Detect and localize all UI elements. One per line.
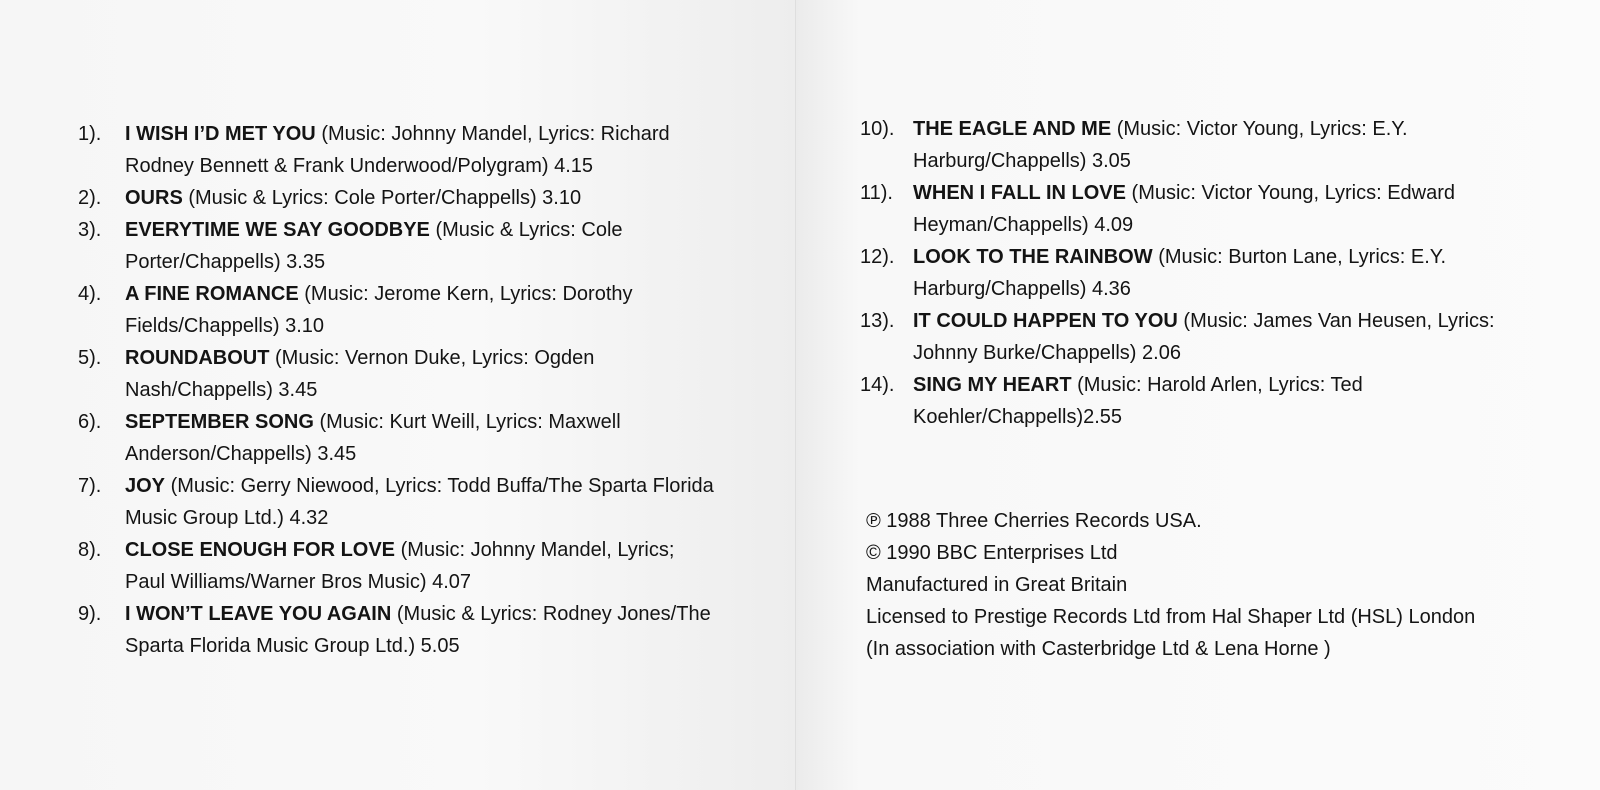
- track-number: 7).: [78, 475, 102, 497]
- tracklist-right: [860, 113, 1550, 433]
- track-details: (Music: Harold Arlen, Lyrics: Ted Koehler/Chappells)2.55: [913, 374, 1363, 428]
- track-title: EVERYTIME WE SAY GOODBYE: [125, 219, 430, 241]
- track-number: 12).: [860, 246, 895, 268]
- track-details: (Music: Kurt Weill, Lyrics: Maxwell Anderson/Chappells) 3.45: [125, 411, 621, 465]
- track-details: (Music: Jerome Kern, Lyrics: Dorothy Fields/Chappells) 3.10: [125, 283, 633, 337]
- track-item: [78, 470, 718, 534]
- track-item: [78, 598, 718, 662]
- track-item: [78, 214, 718, 278]
- track-title: SING MY HEART: [913, 374, 1072, 396]
- license-notice: Licensed to Prestige Records Ltd from Hal Shaper Ltd (HSL) London: [866, 606, 1476, 628]
- track-title: SEPTEMBER SONG: [125, 411, 314, 433]
- track-title: A FINE ROMANCE: [125, 283, 299, 305]
- copyright-notice: © 1990 BBC Enterprises Ltd: [866, 542, 1118, 564]
- track-number: 13).: [860, 310, 895, 332]
- track-title: OURS: [125, 187, 183, 209]
- track-item: [860, 177, 1550, 241]
- track-details: (Music: Vernon Duke, Lyrics: Ogden Nash/Chappells) 3.45: [125, 347, 595, 401]
- track-item: [78, 406, 718, 470]
- track-number: 1).: [78, 123, 102, 145]
- track-title: I WISH I’D MET YOU: [125, 123, 316, 145]
- track-item: [78, 342, 718, 406]
- track-number: 6).: [78, 411, 102, 433]
- track-title: LOOK TO THE RAINBOW: [913, 246, 1153, 268]
- track-item: [78, 182, 718, 214]
- track-number: 2).: [78, 187, 102, 209]
- track-title: I WON’T LEAVE YOU AGAIN: [125, 603, 392, 625]
- track-title: ROUNDABOUT: [125, 347, 270, 369]
- track-title: IT COULD HAPPEN TO YOU: [913, 310, 1178, 332]
- track-number: 8).: [78, 539, 102, 561]
- track-details: (Music: Johnny Mandel, Lyrics: Richard Rodney Bennett & Frank Underwood/Polygram) 4.15: [125, 123, 670, 177]
- track-details: (Music & Lyrics: Rodney Jones/The Sparta Florida Music Group Ltd.) 5.05: [125, 603, 711, 657]
- left-page: [0, 0, 796, 790]
- track-details: (Music: Johnny Mandel, Lyrics; Paul Williams/Warner Bros Music) 4.07: [125, 539, 675, 593]
- track-item: [78, 278, 718, 342]
- track-item: [860, 369, 1550, 433]
- credits-block: [866, 505, 1566, 665]
- track-details: (Music & Lyrics: Cole Porter/Chappells) 3.10: [188, 187, 582, 209]
- track-item: [860, 305, 1550, 369]
- track-number: 11).: [860, 182, 893, 204]
- track-item: [860, 241, 1550, 305]
- track-title: JOY: [125, 475, 166, 497]
- track-details: (Music: Victor Young, Lyrics: E.Y. Harburg/Chappells) 3.05: [913, 118, 1408, 172]
- track-title: CLOSE ENOUGH FOR LOVE: [125, 539, 396, 561]
- track-number: 3).: [78, 219, 102, 241]
- track-details: (Music: Victor Young, Lyrics: Edward Heyman/Chappells) 4.09: [913, 182, 1456, 236]
- track-title: WHEN I FALL IN LOVE: [913, 182, 1126, 204]
- track-number: 10).: [860, 118, 895, 140]
- tracklist-left: [78, 118, 718, 662]
- track-details: (Music: Gerry Niewood, Lyrics: Todd Buffa/The Sparta Florida Music Group Ltd.) 4.32: [125, 475, 714, 529]
- track-details: (Music: James Van Heusen, Lyrics: Johnny Burke/Chappells) 2.06: [913, 310, 1495, 364]
- track-item: [78, 118, 718, 182]
- association-notice: (In association with Casterbridge Ltd & Lena Horne ): [866, 638, 1331, 660]
- track-title: THE EAGLE AND ME: [913, 118, 1112, 140]
- phonogram-notice: ℗ 1988 Three Cherries Records USA.: [866, 510, 1202, 532]
- manufactured-notice: Manufactured in Great Britain: [866, 574, 1128, 596]
- track-details: (Music & Lyrics: Cole Porter/Chappells) 3.35: [125, 219, 623, 273]
- track-number: 5).: [78, 347, 102, 369]
- track-item: [860, 113, 1550, 177]
- track-details: (Music: Burton Lane, Lyrics: E.Y. Harburg/Chappells) 4.36: [913, 246, 1447, 300]
- track-number: 14).: [860, 374, 895, 396]
- track-number: 4).: [78, 283, 102, 305]
- track-item: [78, 534, 718, 598]
- track-number: 9).: [78, 603, 102, 625]
